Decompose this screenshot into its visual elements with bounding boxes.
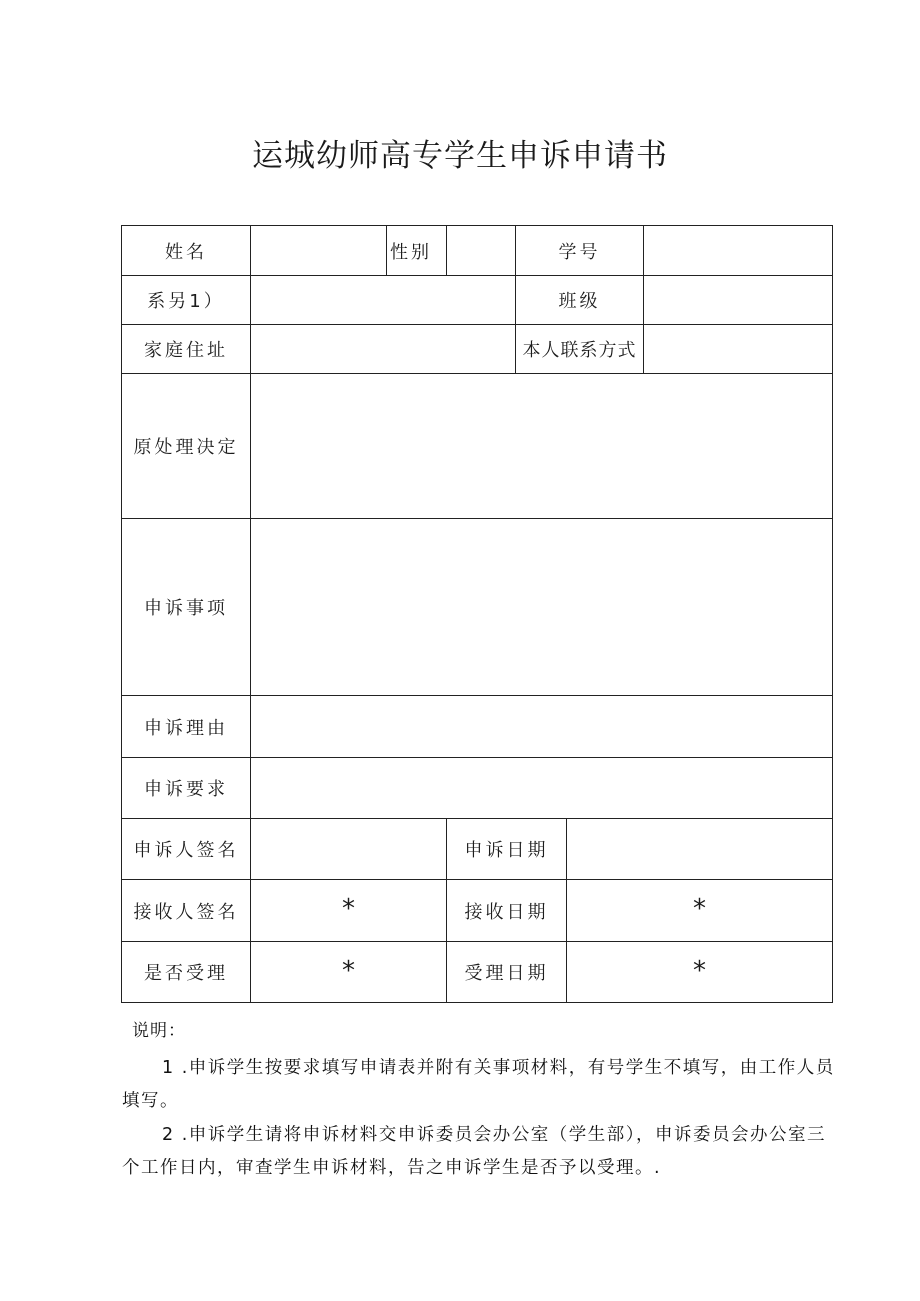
note-item: 1 .申诉学生按要求填写申请表并附有关事项材料，有号学生不填写，由工作人员填写。 [122, 1058, 835, 1111]
accepted-value[interactable]: * [342, 956, 355, 986]
name-field[interactable] [251, 226, 386, 275]
department-field[interactable] [251, 276, 515, 324]
receipt-date-value[interactable]: * [693, 894, 706, 924]
acceptance-date-value[interactable]: * [693, 956, 706, 986]
table-border-right [832, 225, 833, 1003]
note-item: 2 .申诉学生请将申诉材料交申诉委员会办公室（学生部），申诉委员会办公室三个工作日内，审查学生申诉材料，告之申诉学生是否予以受理。. [122, 1125, 827, 1178]
receiver-signature-label: 接收人签名 [133, 901, 239, 923]
appeal-request-field[interactable] [251, 758, 832, 818]
address-field[interactable] [251, 325, 515, 373]
appeal-items-field[interactable] [251, 519, 832, 695]
table-border-bottom [121, 1002, 833, 1003]
accepted-label: 是否受理 [144, 963, 228, 984]
department-label: 系另1） [147, 291, 225, 312]
class-field[interactable] [644, 276, 832, 324]
original-decision-field[interactable] [251, 374, 832, 518]
appeal-items-label: 申诉事项 [144, 598, 228, 619]
appeal-reason-field[interactable] [251, 696, 832, 757]
gender-label: 性别 [390, 241, 432, 263]
student-id-field[interactable] [644, 226, 832, 275]
appeal-date-field[interactable] [567, 819, 832, 879]
appeal-reason-label: 申诉理由 [144, 717, 228, 739]
address-label: 家庭住址 [144, 340, 228, 361]
document-title: 运城幼师高专学生申诉申请书 [252, 138, 668, 174]
contact-label: 本人联系方式 [522, 340, 637, 361]
contact-field[interactable] [644, 325, 832, 373]
acceptance-date-label: 受理日期 [464, 963, 549, 984]
student-id-label: 学号 [558, 241, 601, 263]
receipt-date-label: 接收日期 [464, 901, 549, 923]
appeal-request-label: 申诉要求 [144, 779, 228, 800]
appellant-signature-field[interactable] [251, 819, 446, 879]
appellant-signature-label: 申诉人签名 [133, 840, 239, 861]
name-label: 姓名 [165, 241, 207, 263]
appeal-date-label: 申诉日期 [464, 840, 549, 861]
receiver-signature-value[interactable]: * [342, 894, 355, 924]
original-decision-label: 原处理决定 [133, 437, 239, 458]
notes-heading: 说明： [132, 1021, 186, 1041]
class-label: 班级 [558, 291, 601, 312]
gender-field[interactable] [447, 226, 515, 275]
